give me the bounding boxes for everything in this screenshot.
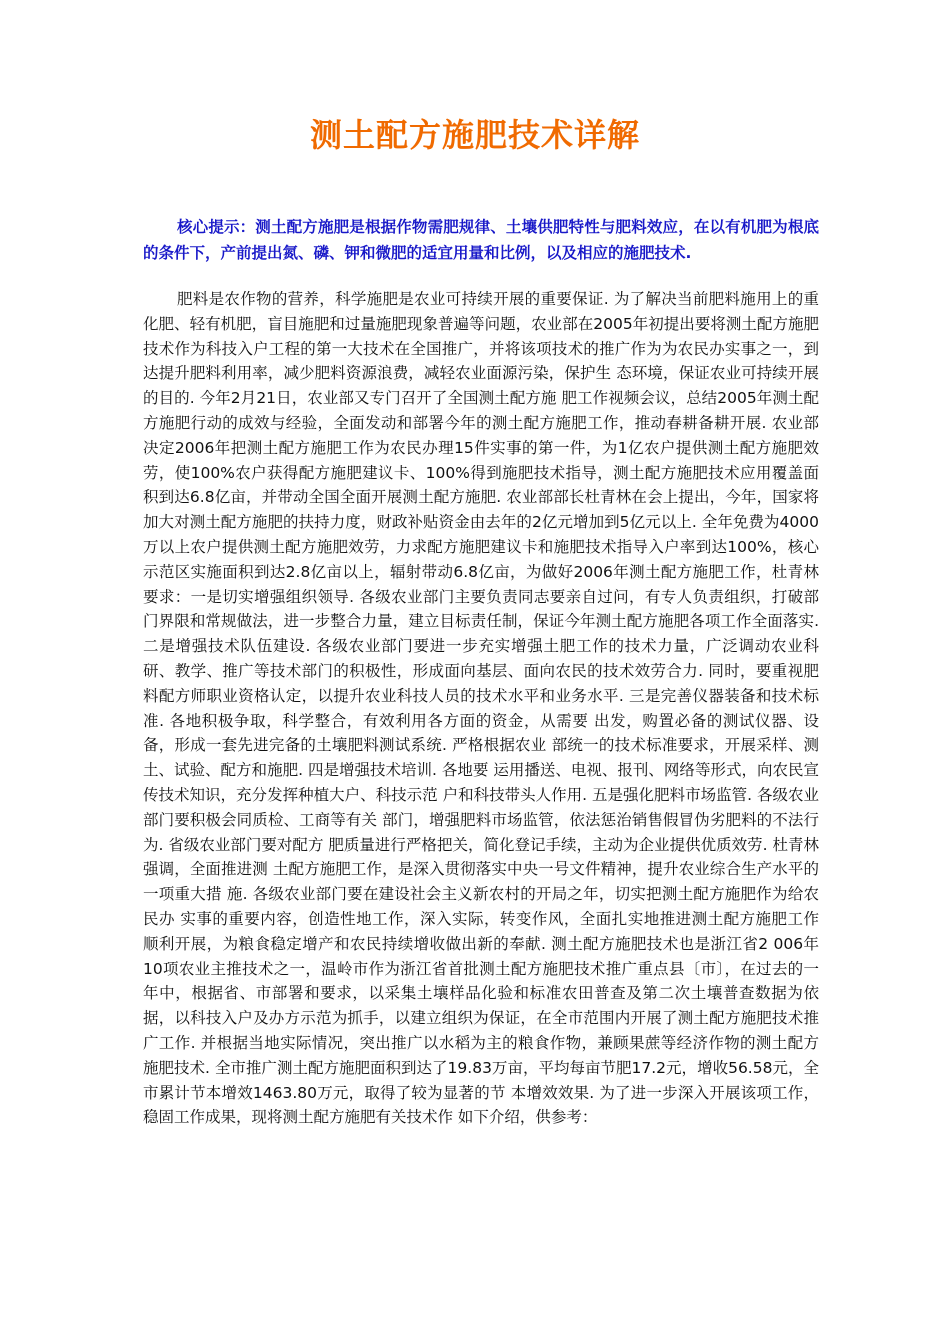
body-paragraph: 肥料是农作物的营养，科学施肥是农业可持续开展的重要保证. 为了解决当前肥料施用上的重化肥、轻有机肥，盲目施肥和过量施肥现象普遍等问题，农业部在2005年初提出要将测土配方施肥技术作为科技入户工程的第一大技术在全国推广，并将该项技术的推广作为为农民办实事之一，到达提升肥料利用率，减少肥料资源浪费，减轻农业面源污染，保护生 态环境，保证农业可持续开展的目的. 今年2月21日，农业部又专门召开了全国测土配方施 肥工作视频会议，总结2005年测土配方施肥行动的成效与经验，全面发动和部署今年的测土配方施肥工作，推动春耕备耕开展. 农业部决定2006年把测土配方施肥工作为农民办理15件实事的第一件，为1亿农户提供测土配方施肥效劳，使100%农户获得配方施肥建议卡、100%得到施肥技术指导，测土配方施肥技术应用覆盖面积到达6.8亿亩，并带动全国全面开展测土配方施肥. 农业部部长杜青林在会上提出，今年，国家将加大对测土配方施肥的扶持力度，财政补贴资金由去年的2亿元增加到5亿元以上. 全年免费为4000万以上农户提供测土配方施肥效劳，力求配方施肥建议卡和施肥技术指导入户率到达100%，核心示范区实施面积到达2.8亿亩以上，辐射带动6.8亿亩，为做好2006年测土配方施肥工作，杜青林要求：一是切实增强组织领导. 各级农业部门主要负责同志要亲自过问，有专人负责组织，打破部门界限和常规做法，进一步整合力量，建立目标责任制，保证今年测土配方施肥各项工作全面落实. 二是增强技术队伍建设. 各级农业部门要进一步充实增强土肥工作的技术力量，广泛调动农业科研、教学、推广等技术部门的积极性，形成面向基层、面向农民的技术效劳合力. 同时，要重视肥料配方师职业资格认定，以提升农业科技人员的技术水平和业务水平. 三是完善仪器装备和技术标准. 各地积极争取，科学整合，有效利用各方面的资金，从需要 出发，购置必备的测试仪器、设备，形成一套先进完备的土壤肥料测试系统. 严格根据农业 部统一的技术标准要求，开展采样、测土、试验、配方和施肥. 四是增强技术培训. 各地要 运用播送、电视、报刊、网络等形式，向农民宣传技术知识，充分发挥种植大户、科技示范 户和科技带头人作用. 五是强化肥料市场监管. 各级农业部门要积极会同质检、工商等有关 部门，增强肥料市场监管，依法惩治销售假冒伪劣肥料的不法行为. 省级农业部门要对配方 肥质量进行严格把关，简化登记手续，主动为企业提供优质效劳. 杜青林强调，全面推进测 土配方施肥工作，是深入贯彻落实中央一号文件精神，提升农业综合生产水平的一项重大措 施. 各级农业部门要在建设社会主义新农村的开局之年，切实把测土配方施肥作为给农民办 实事的重要内容，创造性地工作，深入实际，转变作风，全面扎实地推进测土配方施肥工作 顺利开展，为粮食稳定增产和农民持续增收做出新的奉献. 测土配方施肥技术也是浙江省2 006年10项农业主推技术之一，温岭市作为浙江省首批测土配方施肥技术推广重点县〔市〕，在过去的一年中，根据省、市部署和要求，以采集土壤样品化验和标准农田普查及第二次土壤普查数据为依据，以科技入户及办方示范为抓手，以建立组织为保证，在全市范围内开展了测土配方施肥技术推广工作. 并根据当地实际情况，突出推广以水稻为主的粮食作物，兼顾果蔗等经济作物的测土配方施肥技术. 全市推广测土配方施肥面积到达了19.83万亩，平均每亩节肥17.2元，增收56.58元，全市累计节本增效1463.80万元，取得了较为显著的节 本增效效果. 为了进一步深入开展该项工作，稳固工作成果，现将测土配方施肥有关技术作 如下介绍，供参考： (143, 290, 819, 1127)
document-title: 测土配方施肥技术详解 (309, 116, 640, 155)
core-summary-paragraph: 核心提示：测土配方施肥是根据作物需肥规律、土壤供肥特性与肥料效应，在以有机肥为根底的条件下，产前提出氮、磷、钾和微肥的适宜用量和比例，以及相应的施肥技术. (143, 218, 819, 262)
